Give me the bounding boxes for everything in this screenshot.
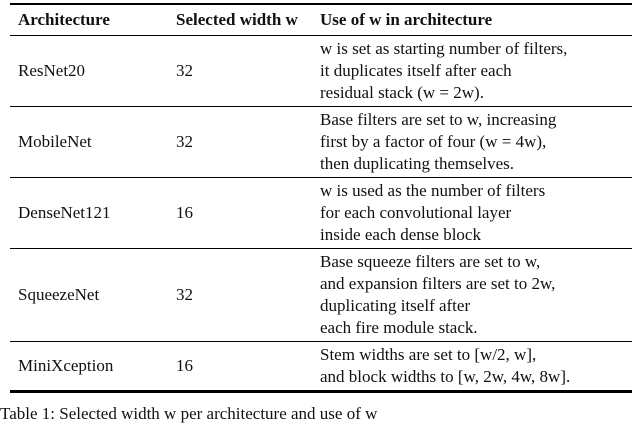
- cell-use: [312, 178, 632, 249]
- use-line: w is set as starting number of filters,: [320, 39, 568, 58]
- use-line: Base filters are set to w, increasing: [320, 110, 557, 129]
- header-width: Selected width w: [168, 4, 312, 36]
- cell-width: 32: [168, 249, 312, 342]
- use-line: duplicating itself after: [320, 296, 471, 315]
- cell-architecture: MiniXception: [10, 342, 168, 392]
- architecture-table: [10, 3, 632, 393]
- cell-architecture: DenseNet121: [10, 178, 168, 249]
- table-caption: Table 1: Selected width w per architecture and use of w: [0, 404, 378, 423]
- table-row: [10, 178, 632, 249]
- table-row: [10, 36, 632, 107]
- use-line: it duplicates itself after each: [320, 61, 512, 80]
- cell-use: [312, 107, 632, 178]
- cell-width: 16: [168, 178, 312, 249]
- cell-architecture: SqueezeNet: [10, 249, 168, 342]
- use-line: then duplicating themselves.: [320, 154, 515, 173]
- cell-width: 32: [168, 107, 312, 178]
- use-line: Stem widths are set to [w/2, w],: [320, 345, 537, 364]
- cell-use: [312, 342, 632, 392]
- use-line: w is used as the number of filters: [320, 181, 546, 200]
- cell-architecture: MobileNet: [10, 107, 168, 178]
- use-line: each fire module stack.: [320, 318, 478, 337]
- header-use: Use of w in architecture: [312, 4, 632, 36]
- use-line: residual stack (w = 2w).: [320, 83, 484, 102]
- table-row: [10, 342, 632, 392]
- use-line: Base squeeze filters are set to w,: [320, 252, 541, 271]
- table-row: [10, 249, 632, 342]
- use-line: first by a factor of four (w = 4w),: [320, 132, 547, 151]
- cell-width: 32: [168, 36, 312, 107]
- use-line: for each convolutional layer: [320, 203, 512, 222]
- use-line: and block widths to [w, 2w, 4w, 8w].: [320, 367, 571, 386]
- use-line: inside each dense block: [320, 225, 481, 244]
- cell-use: [312, 36, 632, 107]
- cell-architecture: ResNet20: [10, 36, 168, 107]
- use-line: and expansion filters are set to 2w,: [320, 274, 556, 293]
- cell-use: [312, 249, 632, 342]
- cell-width: 16: [168, 342, 312, 392]
- table-row: [10, 107, 632, 178]
- header-row: [10, 4, 632, 36]
- header-architecture: Architecture: [10, 4, 168, 36]
